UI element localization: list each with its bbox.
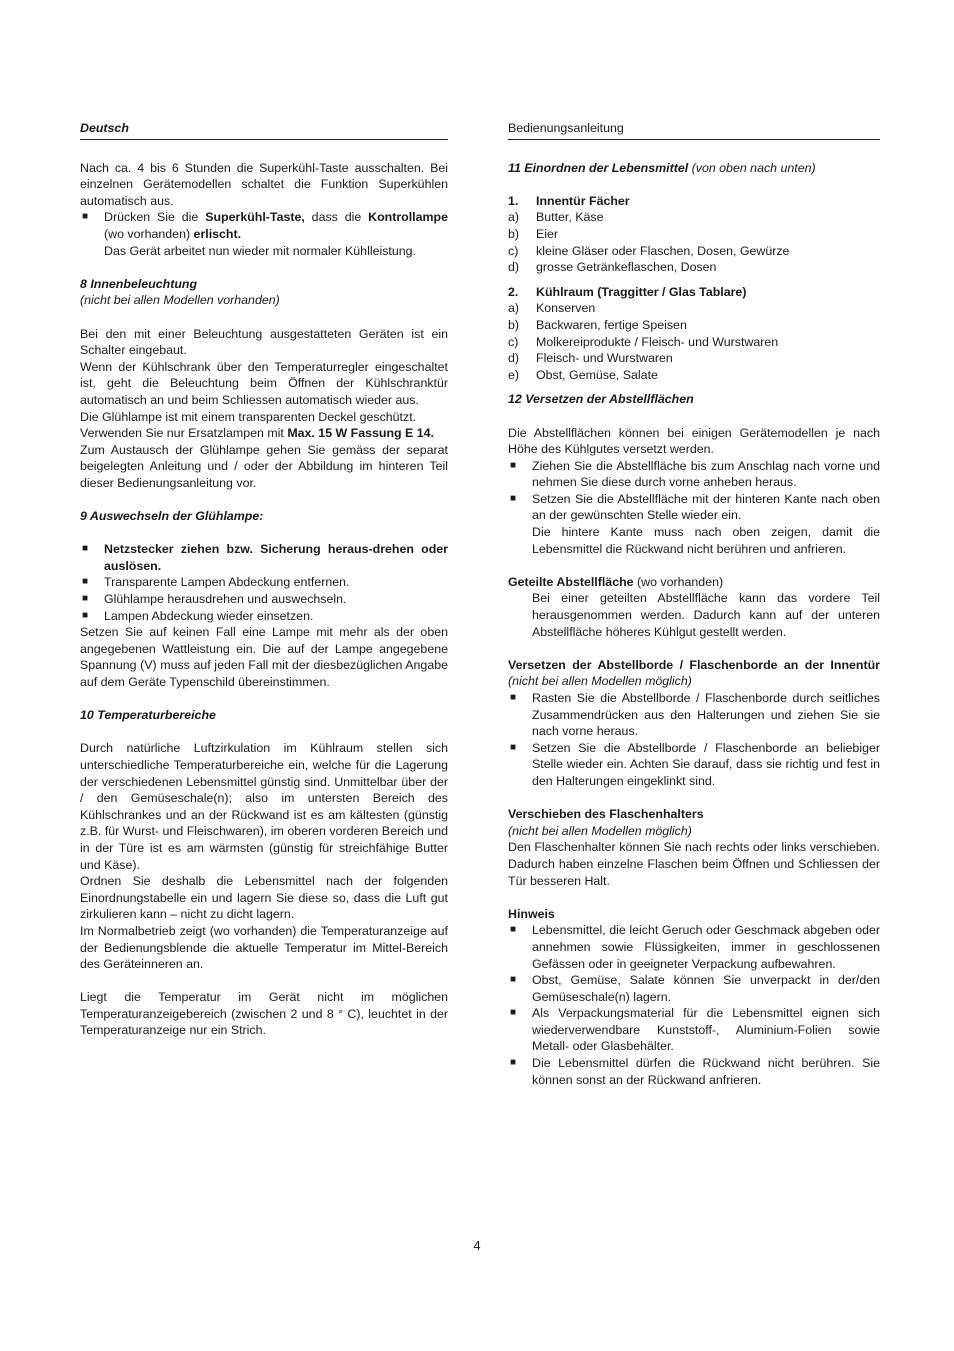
superkuehl-continuation: Das Gerät arbeitet nun wieder mit normaler Kühlleistung. — [104, 243, 416, 258]
paragraph: Die Glühlampe ist mit einem transparenten Deckel geschützt. — [80, 409, 417, 424]
list-item: ■ Obst, Gemüse, Salate können Sie unverpackt in der/den Gemüseschale(n) lagern. — [508, 972, 880, 1005]
list-item: ■ Ziehen Sie die Abstellfläche bis zum Anschlag nach vorne und nehmen Sie diese durch vorne anheben heraus. — [508, 458, 880, 491]
list-item: ■ Drücken Sie die Superkühl-Taste, dass die Kontrollampe (wo vorhanden) erlischt. — [80, 209, 448, 242]
list-item: d) grosse Getränkeflaschen, Dosen — [508, 260, 717, 275]
right-column — [508, 120, 880, 1088]
list-item: ■ Setzen Sie die Abstellfläche mit der hinteren Kante nach oben an der gewünschten Stelle wieder ein. — [508, 491, 880, 524]
list-item: ■ Netzstecker ziehen bzw. Sicherung heraus-drehen oder auslösen. — [80, 541, 448, 574]
list-item: c) Molkereiprodukte / Fleisch- und Wurstwaren — [508, 334, 779, 349]
list-item: a) Butter, Käse — [508, 210, 604, 225]
bottle-holder-note: (nicht bei allen Modellen möglich) — [508, 823, 692, 838]
paragraph: Verwenden Sie nur Ersatzlampen mit Max. 15 W Fassung E 14. — [80, 426, 434, 441]
door-compartment-list — [508, 209, 880, 275]
list-item: b) Backwaren, fertige Speisen — [508, 317, 687, 332]
section-8-subtitle: (nicht bei allen Modellen vorhanden) — [80, 293, 280, 308]
paragraph: Durch natürliche Luftzirkulation im Kühlraum stellen sich unterschiedliche Temperaturbereiche ein, welche für die Lagerung der verschiedenen Lebensmittel günstig sind. Unmittelbar über der / den Gemüseschale(n); also im untersten Bereich des Kühlschrankes und an der Rückwand ist es am kältesten (günstig z.B. für Wurst- und Fleischwaren), im oberen vorderen Bereich und in der Türe ist es am wärmsten (günstig für streichfähige Butter und Käse). — [80, 741, 448, 872]
list-item: d) Fleisch- und Wurstwaren — [508, 351, 673, 366]
list-item: ■ Lampen Abdeckung wieder einsetzen. — [80, 608, 448, 625]
list-item: ■ Transparente Lampen Abdeckung entfernen. — [80, 574, 448, 591]
cooling-space-list — [508, 300, 880, 383]
list-item: c) kleine Gläser oder Flaschen, Dosen, Gewürze — [508, 243, 790, 258]
paragraph: Bei den mit einer Beleuchtung ausgestatteten Geräten ist ein Schalter eingebaut. — [80, 326, 448, 358]
left-column — [80, 120, 448, 1039]
group-heading: 2. Kühlraum (Traggitter / Glas Tablare) — [508, 284, 747, 299]
page-number: 4 — [473, 1238, 481, 1253]
door-shelves-title: Versetzen der Abstellborde / Flaschenborde an der Innentür (nicht bei allen Modellen möglich) — [508, 657, 880, 689]
list-item: ■ Setzen Sie die Abstellborde / Flaschenborde an beliebiger Stelle wieder ein. Achten Sie darauf, dass sie richtig und fest in den Halterungen eingeklinkt sind. — [508, 740, 880, 790]
manual-header: Bedienungsanleitung — [508, 120, 880, 140]
list-item: a) Konserven — [508, 301, 596, 316]
paragraph: Ordnen Sie deshalb die Lebensmittel nach der folgenden Einordnungstabelle ein und lagern Sie diese so, dass die Luft gut zirkulieren kann – nicht zu dicht lagern. — [80, 874, 448, 922]
list-item: ■ Als Verpackungsmaterial für die Lebensmittel eignen sich wiederverwendbare Kunststoff-, Aluminium-Folien sowie Metall- oder Glasbehälter. — [508, 1005, 880, 1055]
list-item: ■ Die Lebensmittel dürfen die Rückwand nicht berühren. Sie können sonst an der Rückwand anfrieren. — [508, 1055, 880, 1088]
paragraph: Im Normalbetrieb zeigt (wo vorhanden) die Temperaturanzeige auf der Bedienungsblende die aktuelle Temperatur im Mittel-Bereich des Geräteinneren an. — [80, 923, 448, 972]
section-12-title: 12 Versetzen der Abstellflächen — [508, 392, 694, 407]
hint-title: Hinweis — [508, 906, 555, 921]
section-9-title: 9 Auswechseln der Glühlampe: — [80, 509, 264, 524]
section-8-title: 8 Innenbeleuchtung — [80, 276, 198, 291]
paragraph: Zum Austausch der Glühlampe gehen Sie gemäss der separat beigelegten Anleitung und / oder der Abbildung im hinteren Teil dieser Bedienungsanleitung vor. — [80, 442, 448, 490]
split-shelf-title: Geteilte Abstellfläche (wo vorhanden) — [508, 574, 724, 589]
door-shelves-list — [508, 690, 880, 790]
paragraph: Bei einer geteilten Abstellfläche kann das vordere Teil herausgenommen werden. Dadurch kann auf der unteren Abstellfläche höheres Kühlgut gestellt werden. — [532, 591, 880, 639]
list-item: b) Eier — [508, 226, 559, 241]
shelf-steps-list — [508, 458, 880, 524]
paragraph: Liegt die Temperatur im Gerät nicht im möglichen Temperaturanzeigebereich (zwischen 2 und 8 ° C), leuchtet in der Temperaturanzeige nur ein Strich. — [80, 990, 448, 1038]
superkuehl-list — [80, 209, 448, 242]
lamp-steps-list — [80, 541, 448, 624]
language-header: Deutsch — [80, 120, 448, 140]
list-item: ■ Glühlampe herausdrehen und auswechseln. — [80, 591, 448, 608]
paragraph: Den Flaschenhalter können Sie nach rechts oder links verschieben. Dadurch haben einzelne Flaschen beim Öffnen und Schliessen der Tür besseren Halt. — [508, 840, 880, 888]
paragraph: Wenn der Kühlschrank über den Temperaturregler eingeschaltet ist, geht die Beleuchtung beim Öffnen der Kühlschranktür automatisch an und beim Schliessen automatisch wieder aus. — [80, 359, 448, 407]
list-item: ■ Lebensmittel, die leicht Geruch oder Geschmack abgeben oder annehmen sowie Flüssigkeiten, immer in geschlossenen Gefässen oder in geeigneter Verpackung aufbewahren. — [508, 922, 880, 972]
group-heading: 1. Innentür Fächer — [508, 193, 630, 208]
shelf-continuation: Die hintere Kante muss nach oben zeigen, damit die Lebensmittel die Rückwand nicht berühren und anfrieren. — [532, 525, 880, 556]
paragraph: Setzen Sie auf keinen Fall eine Lampe mit mehr als der oben angegebenen Wattleistung ein. Die auf der Lampe angegebene Spannung (V) muss auf jeden Fall mit der diesbezüglichen Angabe auf dem Geräte Typenschild übereinstimmen. — [80, 625, 448, 689]
paragraph: Die Abstellflächen können bei einigen Gerätemodellen je nach Höhe des Kühlgutes versetzt werden. — [508, 425, 880, 457]
section-10-title: 10 Temperaturbereiche — [80, 708, 216, 723]
superkuehl-intro: Nach ca. 4 bis 6 Stunden die Superkühl-Taste ausschalten. Bei einzelnen Gerätemodellen schaltet die Funktion Superkühlen automatisch aus. — [80, 160, 448, 208]
section-11-title: 11 Einordnen der Lebensmittel (von oben nach unten) — [508, 160, 816, 175]
list-item: e) Obst, Gemüse, Salate — [508, 367, 658, 382]
hint-list — [508, 922, 880, 1088]
list-item: ■ Rasten Sie die Abstellborde / Flaschenborde durch seitliches Zusammendrücken aus den Halterungen und ziehen Sie sie nach vorne heraus. — [508, 690, 880, 740]
bottle-holder-title: Verschieben des Flaschenhalters — [508, 807, 704, 822]
